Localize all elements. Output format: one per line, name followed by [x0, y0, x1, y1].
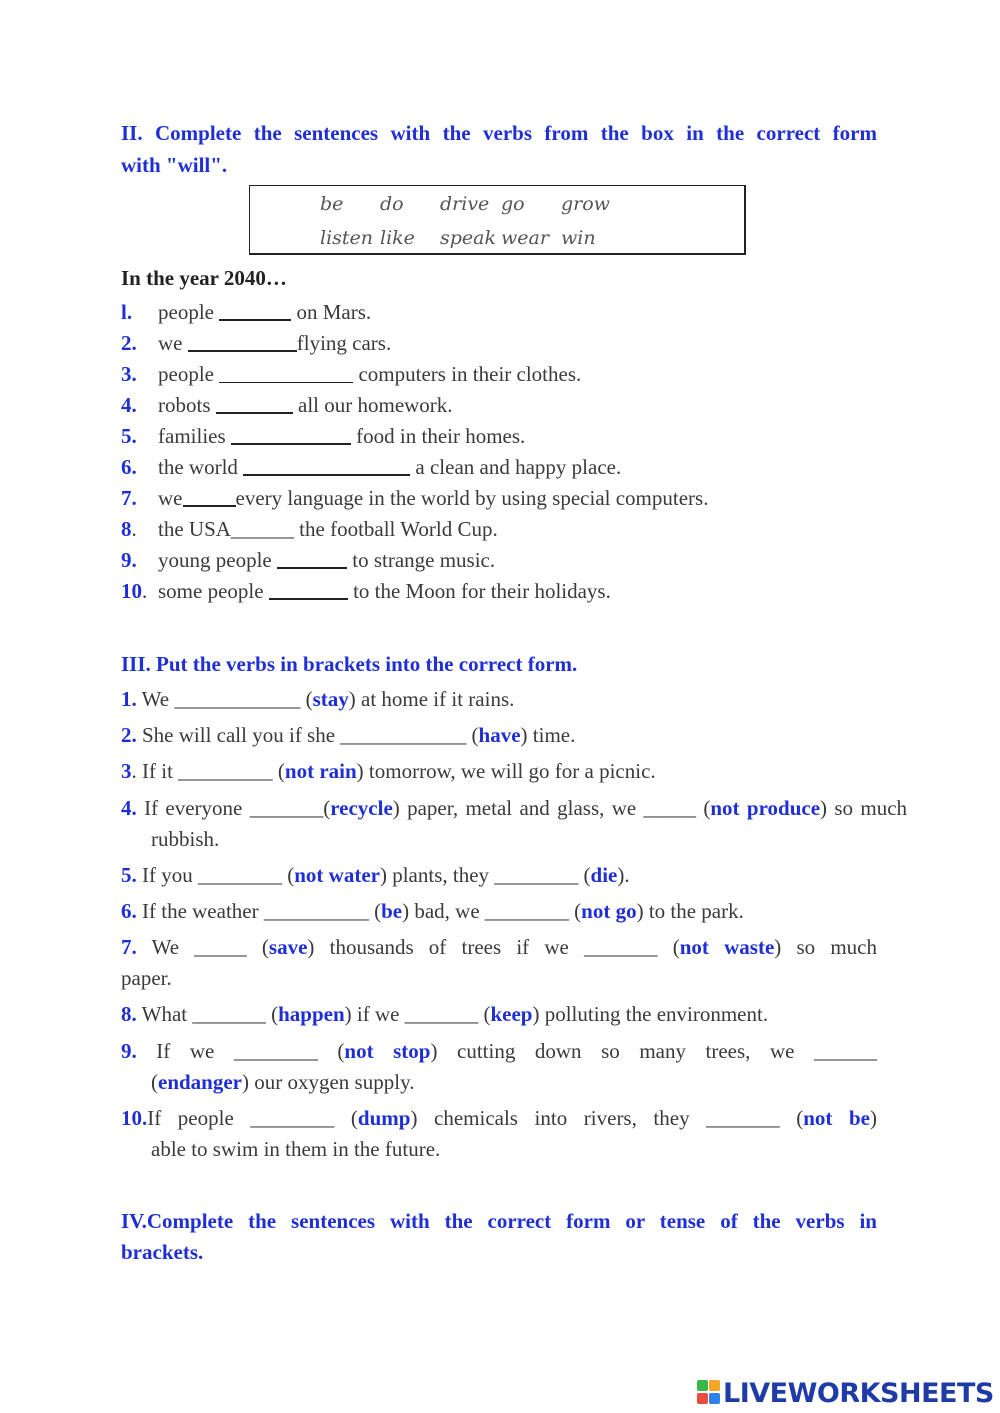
item-text: food in their homes. [350, 424, 526, 448]
liveworksheets-logo[interactable] [697, 1377, 994, 1409]
verb-prompt: dump [357, 1106, 411, 1130]
item-number: 8. [121, 1002, 137, 1026]
item-text: families [158, 424, 231, 448]
item-number: 4. [121, 796, 137, 820]
exercise-3-item: 6. If the weather __________ (be) bad, we ________ (not go) to the park. [121, 899, 744, 923]
exercise-3-item-continued: paper. [121, 966, 172, 990]
item-number: 6. [121, 455, 137, 479]
item-number: 3. [121, 362, 137, 386]
verb-prompt: not waste [679, 935, 775, 959]
answer-blank[interactable] [243, 454, 410, 476]
verb-prompt: die [590, 863, 618, 887]
number-dot: . [142, 579, 148, 603]
exercise-3-item: 1. We ____________ (stay) at home if it rains. [121, 687, 515, 711]
exercise-3-item-continued: able to swim in them in the future. [151, 1137, 441, 1161]
item-number: 7. [121, 486, 137, 510]
verb-prompt: happen [278, 1002, 345, 1026]
answer-blank[interactable] [219, 299, 291, 321]
item-text: computers in their clothes. [353, 362, 582, 386]
verb-prompt: be [381, 899, 403, 923]
exercise-3-item: 8. What _______ (happen) if we _______ (keep) polluting the environment. [121, 1002, 769, 1026]
answer-blank[interactable] [231, 423, 351, 445]
item-text: some people [158, 579, 269, 603]
box-word: go [501, 193, 525, 215]
answer-blank[interactable] [219, 362, 353, 383]
exercise-2-item [121, 546, 495, 574]
exercise-2-item [121, 391, 453, 419]
item-number: 4. [121, 393, 137, 417]
item-text: every language in the world by using special computers. [235, 486, 709, 510]
item-number: 6. [121, 899, 137, 923]
item-text: people [158, 300, 220, 324]
item-number: 5. [121, 424, 137, 448]
box-word: wear [501, 227, 549, 249]
verb-prompt: have [478, 723, 521, 747]
exercise-2-item [121, 484, 708, 512]
exercise-2-item [121, 453, 621, 481]
item-text: people [158, 362, 220, 386]
verb-prompt: stay [312, 687, 349, 711]
item-text: to strange music. [346, 548, 496, 572]
box-word: grow [561, 193, 610, 215]
item-text: robots [158, 393, 216, 417]
number-dot: . [131, 517, 137, 541]
exercise-3-item-continued: (endanger) our oxygen supply. [151, 1070, 415, 1094]
section-2-heading-line-2: with "will". [121, 153, 228, 177]
item-text: we [158, 331, 188, 355]
item-text: flying cars. [296, 331, 392, 355]
verb-prompt: not be [803, 1106, 870, 1130]
exercise-3-item: 4. If everyone _______(recycle) paper, metal and glass, we _____ (not produce) so much rubbish. [121, 796, 908, 851]
verb-prompt: save [268, 935, 308, 959]
item-number: 8. [121, 517, 137, 541]
item-number: l. [121, 300, 133, 324]
exercise-3-item: 10.If people ________ (dump) chemicals into rivers, they _______ (not be) [121, 1106, 877, 1130]
item-text: the USA______ the football World Cup. [158, 517, 498, 541]
box-word: do [380, 193, 404, 215]
item-number: 9. [121, 1039, 137, 1063]
item-number: 2. [121, 331, 137, 355]
exercise-3-item: 3. If it _________ (not rain) tomorrow, we will go for a picnic. [121, 759, 656, 783]
verb-prompt: endanger [158, 1070, 242, 1094]
section-4-heading-line-1: IV.Complete the sentences with the correct form or tense of the verbs in [121, 1209, 877, 1233]
box-word: speak [440, 227, 496, 249]
answer-blank[interactable] [277, 547, 347, 569]
item-text: on Mars. [291, 300, 372, 324]
item-text: all our homework. [292, 393, 453, 417]
box-word: listen [320, 227, 374, 249]
verb-prompt: not [710, 796, 740, 820]
exercise-2-item [121, 298, 371, 326]
item-text: a clean and happy place. [410, 455, 622, 479]
verb-prompt: not rain [284, 759, 357, 783]
verb-prompt: recycle [330, 796, 393, 820]
verb-prompt: not go [581, 899, 637, 923]
liveworksheets-logo-icon [697, 1380, 721, 1406]
answer-blank[interactable] [269, 578, 348, 600]
item-number: 5. [121, 863, 137, 887]
box-word: drive [440, 193, 490, 215]
section-4-heading-line-2: brackets. [121, 1240, 204, 1264]
exercise-3-item: 5. If you ________ (not water) plants, they ________ (die). [121, 863, 630, 887]
exercise-2-item [121, 360, 581, 388]
item-number: 2. [121, 723, 137, 747]
item-number: 1. [121, 687, 137, 711]
box-word: win [561, 227, 596, 249]
verb-prompt: produce [746, 796, 821, 820]
verb-prompt: not stop [344, 1039, 431, 1063]
item-text: young people [158, 548, 277, 572]
answer-blank[interactable] [216, 392, 293, 414]
answer-blank[interactable] [183, 485, 236, 507]
section-2-heading-line-1: II. Complete the sentences with the verbs from the box in the correct form [121, 121, 877, 145]
box-word: be [320, 193, 344, 215]
word-box [249, 185, 746, 255]
answer-blank[interactable] [188, 330, 297, 352]
exercise-3-item: 2. She will call you if she ____________ (have) time. [121, 723, 576, 747]
item-number: 10. [121, 1106, 148, 1130]
year-subheading: In the year 2040… [121, 266, 287, 290]
item-text: to the Moon for their holidays. [347, 579, 611, 603]
item-number: 10. [121, 579, 148, 603]
item-number: 7. [121, 935, 137, 959]
logo-text: LIVEWORKSHEETS [723, 1377, 994, 1409]
exercise-2-item [121, 329, 391, 357]
verb-prompt: not water [294, 863, 380, 887]
exercise-2-item [121, 577, 611, 605]
item-text: the world [158, 455, 244, 479]
item-number: 9. [121, 548, 137, 572]
section-3-heading: III. Put the verbs in brackets into the correct form. [121, 652, 578, 676]
box-word: like [380, 227, 415, 249]
item-number: 3 [121, 759, 132, 783]
verb-prompt: keep [490, 1002, 533, 1026]
exercise-2-item [121, 422, 525, 450]
exercise-2-item [121, 515, 498, 543]
exercise-3-item: 9. If we ________ (not stop) cutting down so many trees, we ______ [121, 1039, 877, 1063]
exercise-3-item: 7. We _____ (save) thousands of trees if we _______ (not waste) so much [121, 935, 877, 959]
item-text: we [158, 486, 183, 510]
